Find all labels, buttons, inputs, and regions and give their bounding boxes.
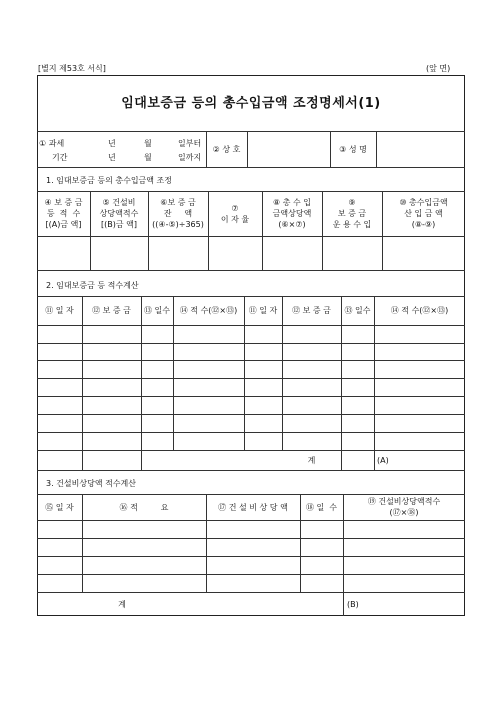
s3-total-mark: (B) — [347, 600, 359, 609]
s2-col-date-2: ⑪ 일 자 — [248, 306, 278, 315]
s3-col-summary: ⑯ 적 요 — [119, 502, 169, 512]
s1-col-revenue-equivalent: ⑧ 총 수 입 금액상당액 (⑥×⑦) — [272, 198, 312, 229]
s2-col-deposit-2: ⑫ 보 증 금 — [292, 306, 331, 315]
period-label-1: ① 과세 — [39, 139, 65, 148]
start-year: 년 — [108, 139, 116, 148]
rule-s1-header-bottom — [37, 236, 465, 237]
name-label: ③ 성 명 — [339, 144, 367, 154]
rule-title-bottom — [37, 131, 465, 132]
s1-col-operating-income: ⑨ 보 증 금 운 용 수 입 — [332, 198, 372, 229]
rule-s3-row — [37, 538, 465, 539]
page-side: (앞 면) — [426, 64, 451, 73]
rule-s2-header-bottom — [37, 325, 465, 326]
s3-total-label: 계 — [118, 599, 126, 609]
s3-col-days: ⑱ 일 수 — [305, 502, 338, 512]
s1-col-deposit-balance: ⑥보 증 금 잔 액 ((④-⑤)÷365) — [152, 198, 204, 229]
s3-col-date: ⑮ 일 자 — [45, 502, 74, 512]
section3-title: 3. 건설비상당액 적수계산 — [46, 479, 136, 488]
form-number: [별지 제53호 서식] — [38, 64, 106, 73]
end-year: 년 — [108, 153, 116, 162]
rule-s3-row — [37, 556, 465, 557]
s2-col-deposit: ⑫ 보 증 금 — [92, 306, 131, 315]
section2-title: 2. 임대보증금 등 적수계산 — [46, 281, 139, 290]
s2-col-days: ⑬ 일수 — [144, 306, 170, 315]
rule-info-bottom — [37, 167, 465, 168]
rule-info-v — [376, 131, 377, 167]
rule-s3-row — [37, 574, 465, 575]
end-day: 일까지 — [178, 153, 202, 162]
end-month: 월 — [144, 153, 152, 162]
rule-s2-row — [37, 360, 465, 361]
start-day: 일부터 — [178, 139, 202, 148]
company-label: ② 상 호 — [212, 144, 241, 154]
s2-col-date: ⑪ 일 자 — [45, 306, 74, 315]
s2-total-label: 계 — [307, 455, 316, 465]
rule-s2-row — [37, 450, 465, 451]
form-title: 임대보증금 등의 총수입금액 조정명세서(1) — [121, 95, 381, 111]
s1-col-total-inclusion: ⑩ 총수입금액 산 입 금 액 (⑧-⑨) — [399, 198, 448, 229]
s1-col-deposit-sum: ④ 보 증 금 등 적 수 [(A)금 액] — [44, 198, 83, 229]
rule-s2-row — [37, 414, 465, 415]
rule-info-v — [247, 131, 248, 167]
rule-s3-header-bottom — [37, 520, 465, 521]
start-month: 월 — [144, 139, 152, 148]
rule-s2-row — [37, 396, 465, 397]
rule-s2-bottom — [37, 470, 465, 471]
section1-title: 1. 임대보증금 등의 총수입금액 조정 — [46, 176, 172, 185]
period-label-2: 기간 — [52, 153, 68, 162]
rule-s2-row — [37, 343, 465, 344]
form-frame — [37, 75, 465, 616]
s2-total-mark: (A) — [377, 456, 389, 465]
s2-col-sum-2: ⑭ 적 수(⑫×⑬) — [390, 306, 449, 315]
s2-col-days-2: ⑬ 일수 — [344, 306, 371, 315]
s1-col-interest-rate: ⑦ 이 자 율 — [220, 203, 250, 224]
s1-col-construction-sum: ⑤ 건설비 상당액적수 [(B)금 액] — [99, 198, 139, 229]
rule-s2-row — [37, 378, 465, 379]
s2-col-sum: ⑭ 적 수(⑫×⑬) — [179, 306, 238, 315]
s3-col-construction-sum: ⑲ 건설비상당액적수 (⑰×⑱) — [367, 497, 441, 517]
rule-s2-row — [37, 432, 465, 433]
rule-s1-bottom — [37, 270, 465, 271]
s3-col-construction: ⑰ 건 설 비 상 당 액 — [218, 502, 288, 512]
